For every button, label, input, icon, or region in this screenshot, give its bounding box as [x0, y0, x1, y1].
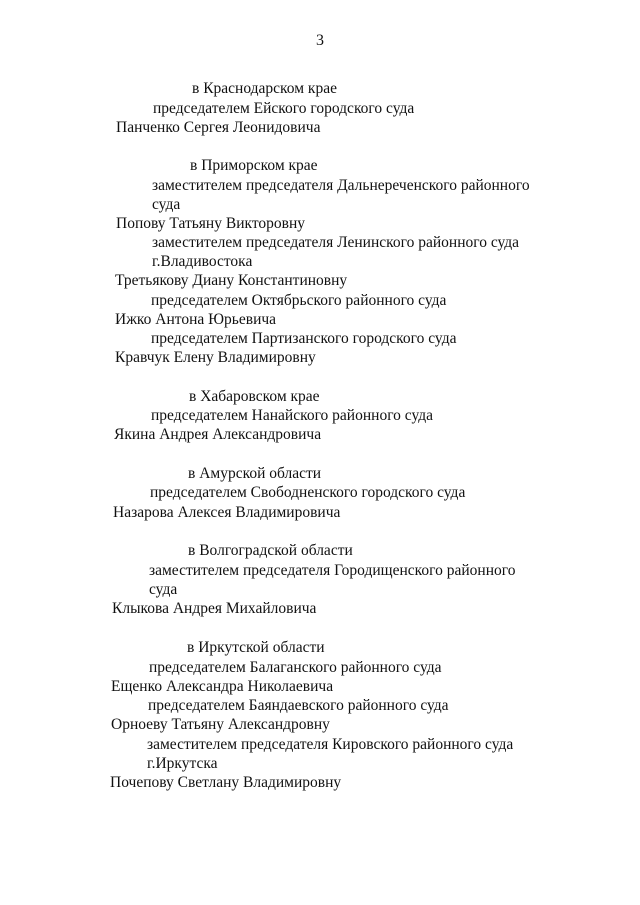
- position-line: суда: [152, 196, 181, 213]
- region-heading: в Хабаровском крае: [189, 388, 320, 405]
- appointee-name: Третьякову Диану Константиновну: [115, 272, 348, 289]
- region-heading: в Амурской области: [188, 465, 322, 482]
- appointee-name: Орноеву Татьяну Александровну: [111, 716, 330, 733]
- appointee-name: Ещенко Александра Николаевича: [111, 678, 334, 695]
- position-line: заместителем председателя Кировского районного суда: [147, 736, 514, 753]
- appointee-name: Панченко Сергея Леонидовича: [116, 119, 321, 136]
- position-line: г.Иркутска: [147, 755, 218, 772]
- position-line: председателем Ейского городского суда: [153, 100, 415, 117]
- appointee-name: Клыкова Андрея Михайловича: [112, 600, 317, 617]
- region-heading: в Иркутской области: [187, 639, 325, 656]
- position-line: председателем Нанайского районного суда: [151, 407, 434, 424]
- position-line: председателем Свободненского городского суда: [150, 484, 466, 501]
- appointee-name: Кравчук Елену Владимировну: [115, 349, 316, 366]
- position-line: заместителем председателя Городищенского районного: [149, 562, 516, 579]
- position-line: суда: [149, 581, 178, 598]
- position-line: председателем Октябрьского районного суда: [151, 292, 447, 309]
- appointee-name: Почепову Светлану Владимировну: [110, 774, 342, 791]
- position-line: председателем Партизанского городского суда: [151, 330, 457, 347]
- appointee-name: Попову Татьяну Викторовну: [116, 215, 305, 232]
- region-heading: в Приморском крае: [190, 157, 318, 174]
- region-heading: в Волгоградской области: [188, 542, 353, 559]
- region-heading: в Краснодарском крае: [192, 80, 337, 97]
- appointee-name: Якина Андрея Александровича: [114, 426, 322, 443]
- position-line: г.Владивостока: [152, 253, 253, 270]
- appointee-name: Ижко Антона Юрьевича: [115, 311, 277, 328]
- position-line: заместителем председателя Ленинского районного суда: [152, 234, 520, 251]
- position-line: председателем Баяндаевского районного суда: [148, 697, 449, 714]
- appointee-name: Назарова Алексея Владимировича: [113, 504, 341, 521]
- page-number: 3: [316, 32, 324, 49]
- position-line: председателем Балаганского районного суда: [149, 659, 442, 676]
- position-line: заместителем председателя Дальнереченского районного: [152, 177, 530, 194]
